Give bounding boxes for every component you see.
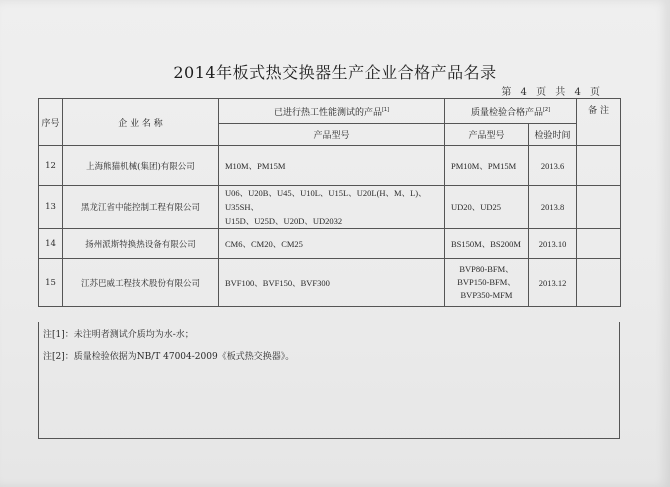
header-remark: 备 注 xyxy=(577,99,621,146)
table-header-row xyxy=(39,99,621,124)
row-seq: 14 xyxy=(39,229,63,259)
row-remark xyxy=(577,146,621,186)
row-date: 2013.6 xyxy=(529,146,577,186)
page-title: 2014年板式热交换器生产企业合格产品名录 xyxy=(173,63,497,82)
header-seq: 序号 xyxy=(39,99,63,146)
row-seq: 12 xyxy=(39,146,63,186)
header-quality-footnote: [2] xyxy=(542,106,551,113)
quality-model-line: BS150M、BS200M xyxy=(451,238,521,249)
row-quality-models xyxy=(445,259,529,307)
row-tested-models xyxy=(219,229,445,259)
quality-model-line: UD20、UD25 xyxy=(451,202,502,212)
row-date: 2013.12 xyxy=(529,259,577,307)
tested-model-line: BVF100、BVF150、BVF300 xyxy=(225,277,330,288)
header-tested-group-label: 已进行热工性能测试的产品 xyxy=(273,107,382,118)
row-seq: 15 xyxy=(39,259,63,307)
header-quality-date: 检验时间 xyxy=(529,124,577,146)
table-row xyxy=(39,186,621,229)
product-table xyxy=(38,98,621,307)
row-quality-models xyxy=(445,186,529,229)
row-tested-models xyxy=(219,259,445,307)
header-quality-group xyxy=(445,99,577,124)
tested-model-line: U06、U20B、U45、U10L、U15L、U20L(H、M、L)、U35SH、 xyxy=(225,188,427,212)
tested-model-line: M10M、PM15M xyxy=(225,160,286,171)
row-seq: 13 xyxy=(39,186,63,229)
row-date: 2013.8 xyxy=(529,186,577,229)
table-row xyxy=(39,146,621,186)
footnote-1: 注[1]：未注明者测试介质均为水-水； xyxy=(43,330,194,340)
footnote-2: 注[2]：质量检验依据为NB/T 47004-2009《板式热交换器》。 xyxy=(43,352,295,362)
quality-model-line: PM10M、PM15M xyxy=(451,160,517,171)
row-company: 黑龙江省中能控制工程有限公司 xyxy=(63,186,219,229)
table-row xyxy=(39,259,621,307)
header-tested-group xyxy=(219,99,445,124)
header-quality-model: 产品型号 xyxy=(445,124,529,146)
row-date: 2013.10 xyxy=(529,229,577,259)
header-quality-group-label: 质量检验合格产品 xyxy=(470,107,543,118)
quality-model-line: BVP150-BFM、 xyxy=(457,277,516,287)
notes-box xyxy=(38,322,620,439)
row-quality-models xyxy=(445,146,529,186)
row-remark xyxy=(577,259,621,307)
header-tested-footnote: [1] xyxy=(381,106,390,113)
tested-model-line: CM6、CM20、CM25 xyxy=(225,238,303,249)
row-remark xyxy=(577,186,621,229)
quality-model-line: BVP80-BFM、 xyxy=(459,264,514,274)
row-tested-models xyxy=(219,146,445,186)
table-row xyxy=(39,229,621,259)
row-company: 扬州派斯特换热设备有限公司 xyxy=(63,229,219,259)
page-number: 第 4 页 共 4 页 xyxy=(501,87,600,98)
row-tested-models xyxy=(219,186,445,229)
row-quality-models xyxy=(445,229,529,259)
row-company: 江苏巴威工程技术股份有限公司 xyxy=(63,259,219,307)
row-remark xyxy=(577,229,621,259)
header-company: 企 业 名 称 xyxy=(63,99,219,146)
row-company: 上海熊猫机械(集团)有限公司 xyxy=(63,146,219,186)
header-tested-model: 产品型号 xyxy=(219,124,445,146)
quality-model-line: BVP350-MFM xyxy=(460,290,513,300)
tested-model-line: U15D、U25D、U20D、UD2032 xyxy=(225,216,343,226)
